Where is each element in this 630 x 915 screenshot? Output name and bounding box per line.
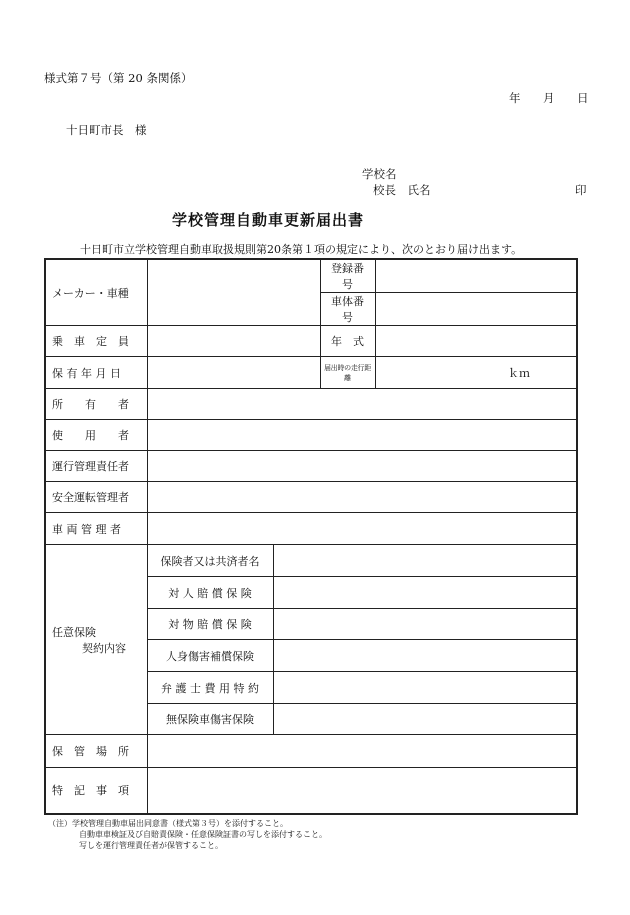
- storage-location-label: 保 管 場 所: [45, 735, 147, 768]
- model-year-field[interactable]: [375, 326, 577, 357]
- capacity-field[interactable]: [147, 326, 320, 357]
- property-damage-liability-field[interactable]: [273, 609, 577, 640]
- note-line-1: （注）学校管理自動車届出同意書（様式第３号）を添付すること。: [48, 819, 288, 828]
- uninsured-motorist-label: 無保険車傷害保険: [147, 704, 273, 735]
- mileage-field[interactable]: [375, 357, 577, 389]
- insurer-name-label: 保険者又は共済者名: [147, 545, 273, 577]
- seal-mark: 印: [575, 183, 587, 197]
- bodily-injury-liability-label: 対 人 賠 償 保 険: [147, 577, 273, 609]
- chassis-number-field[interactable]: [375, 293, 577, 326]
- date-month-label: 月: [543, 91, 555, 105]
- owner-field[interactable]: [147, 389, 577, 420]
- insurance-label-line2: 契約内容: [82, 641, 126, 655]
- legal-fee-rider-field[interactable]: [273, 672, 577, 704]
- registration-number-label: 登録番号: [320, 259, 375, 293]
- remarks-label: 特 記 事 項: [45, 768, 147, 814]
- chassis-number-label: 車体番号: [320, 293, 375, 326]
- school-name-label: 学校名: [362, 167, 397, 181]
- storage-location-field[interactable]: [147, 735, 577, 768]
- form-number: 様式第７号（第 20 条関係）: [44, 71, 193, 85]
- maker-model-field[interactable]: [147, 259, 320, 326]
- ownership-date-label: 保 有 年 月 日: [45, 357, 147, 389]
- vehicle-manager-label: 車 両 管 理 者: [45, 513, 147, 545]
- renewal-form-table: [44, 258, 578, 815]
- insurer-name-field[interactable]: [273, 545, 577, 577]
- user-field[interactable]: [147, 420, 577, 451]
- legal-fee-rider-label: 弁 護 士 費 用 特 約: [147, 672, 273, 704]
- principal-name-label: 校長 氏名: [373, 183, 431, 197]
- maker-model-label: メーカー・車種: [45, 259, 147, 326]
- insurance-label-line1: 任意保険: [52, 625, 96, 639]
- model-year-label: 年 式: [320, 326, 375, 357]
- operation-manager-label: 運行管理責任者: [45, 451, 147, 482]
- uninsured-motorist-field[interactable]: [273, 704, 577, 735]
- insurance-label: [45, 545, 147, 735]
- remarks-field[interactable]: [147, 768, 577, 814]
- vehicle-manager-field[interactable]: [147, 513, 577, 545]
- user-label: 使 用 者: [45, 420, 147, 451]
- note-line-3: 写しを運行管理責任者が保管すること。: [79, 841, 223, 850]
- bodily-injury-liability-field[interactable]: [273, 577, 577, 609]
- addressee: 十日町市長 様: [66, 123, 147, 137]
- note-line-2: 自動車車検証及び自賠責保険・任意保険証書の写しを添付すること。: [79, 830, 327, 839]
- intro-text: 十日町市立学校管理自動車取扱規則第20条第１項の規定により、次のとおり届け出ます。: [80, 243, 523, 256]
- date-year-label: 年: [509, 91, 521, 105]
- property-damage-liability-label: 対 物 賠 償 保 険: [147, 609, 273, 640]
- page-title: 学校管理自動車更新届出書: [172, 211, 365, 229]
- mileage-label: 届出時の走行距離: [320, 357, 375, 389]
- operation-manager-field[interactable]: [147, 451, 577, 482]
- owner-label: 所 有 者: [45, 389, 147, 420]
- km-unit: ｋｍ: [508, 366, 530, 380]
- personal-injury-field[interactable]: [273, 640, 577, 672]
- safety-manager-field[interactable]: [147, 482, 577, 513]
- ownership-date-field[interactable]: [147, 357, 320, 389]
- safety-manager-label: 安全運転管理者: [45, 482, 147, 513]
- date-day-label: 日: [577, 91, 589, 105]
- registration-number-field[interactable]: [375, 259, 577, 293]
- personal-injury-label: 人身傷害補償保険: [147, 640, 273, 672]
- capacity-label: 乗 車 定 員: [45, 326, 147, 357]
